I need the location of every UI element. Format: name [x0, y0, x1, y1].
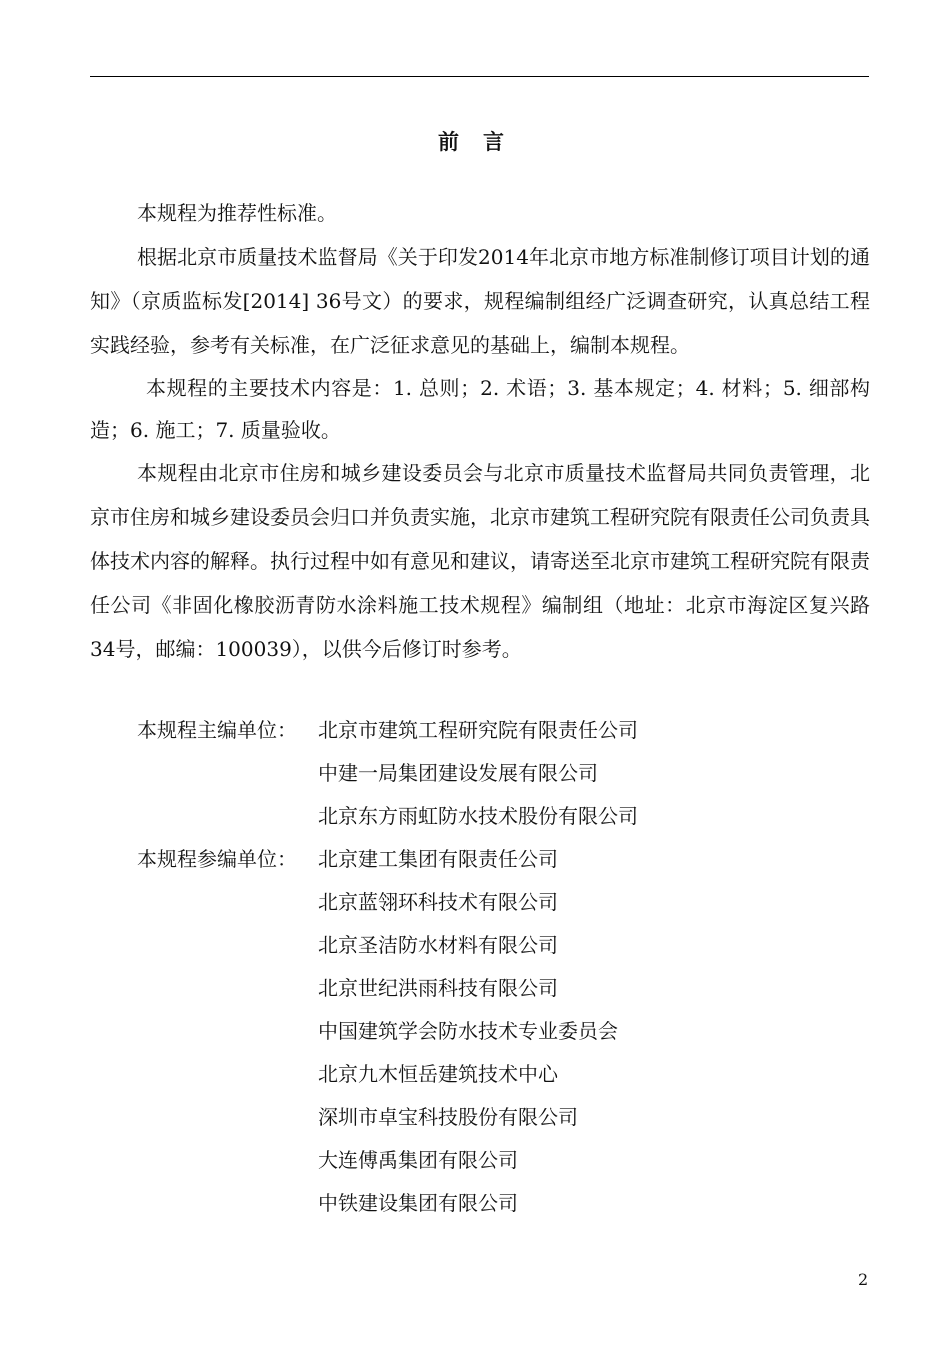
- participating-unit: 北京世纪洪雨科技有限公司: [318, 976, 558, 1000]
- participating-unit-row: [137, 1096, 638, 1139]
- chief-unit: 北京东方雨虹防水技术股份有限公司: [318, 804, 638, 828]
- participating-unit: 北京蓝翎环科技术有限公司: [318, 890, 558, 914]
- participating-unit-row: [137, 1010, 638, 1053]
- chief-units-label: 本规程主编单位：: [137, 718, 297, 742]
- paragraph-standard-type: 本规程为推荐性标准。: [137, 201, 337, 225]
- chief-unit-row: [137, 795, 638, 838]
- participating-unit: 北京建工集团有限责任公司: [318, 847, 558, 871]
- participating-unit-row: [137, 924, 638, 967]
- chief-unit-row: [137, 709, 638, 752]
- paragraph-basis: 根据北京市质量技术监督局《关于印发2014年北京市地方标准制修订项目计划的通知》（京质监标发[2014] 36号文）的要求，规程编制组经广泛调查研究，认真总结工程实践经验，参考有关标准，在广泛征求意见的基础上，编制本规程。: [90, 245, 870, 357]
- header-rule: [90, 76, 869, 77]
- participating-unit-row: [137, 1182, 638, 1225]
- paragraph-management: 本规程由北京市住房和城乡建设委员会与北京市质量技术监督局共同负责管理，北京市住房和城乡建设委员会归口并负责实施，北京市建筑工程研究院有限责任公司负责具体技术内容的解释。执行过程中如有意见和建议，请寄送至北京市建筑工程研究院有限责任公司《非固化橡胶沥青防水涂料施工技术规程》编制组（地址：北京市海淀区复兴路34号，邮编：100039），以供今后修订时参考。: [90, 461, 870, 661]
- paragraph-main-content: 本规程的主要技术内容是：1. 总则；2. 术语；3. 基本规定；4. 材料；5. 细部构造；6. 施工；7. 质量验收。: [90, 376, 870, 442]
- participating-unit-row: [137, 838, 638, 881]
- page-number: 2: [858, 1270, 869, 1289]
- participating-unit-row: [137, 967, 638, 1010]
- participating-unit-row: [137, 1139, 638, 1182]
- participating-unit: 北京圣洁防水材料有限公司: [318, 933, 558, 957]
- participating-unit: 中国建筑学会防水技术专业委员会: [318, 1019, 618, 1043]
- preface-body: [90, 191, 870, 671]
- participating-unit-row: [137, 1053, 638, 1096]
- chief-unit-row: [137, 752, 638, 795]
- participating-unit-row: [137, 881, 638, 924]
- participating-units-label: 本规程参编单位：: [137, 847, 297, 871]
- chief-unit: 中建一局集团建设发展有限公司: [318, 761, 598, 785]
- participating-unit: 大连傅禹集团有限公司: [318, 1148, 518, 1172]
- participating-unit: 中铁建设集团有限公司: [318, 1191, 518, 1215]
- page-title: 前言: [438, 129, 528, 154]
- chief-unit: 北京市建筑工程研究院有限责任公司: [318, 718, 638, 742]
- units-list: [137, 709, 638, 1225]
- participating-unit: 北京九木恒岳建筑技术中心: [318, 1062, 558, 1086]
- participating-unit: 深圳市卓宝科技股份有限公司: [318, 1105, 578, 1129]
